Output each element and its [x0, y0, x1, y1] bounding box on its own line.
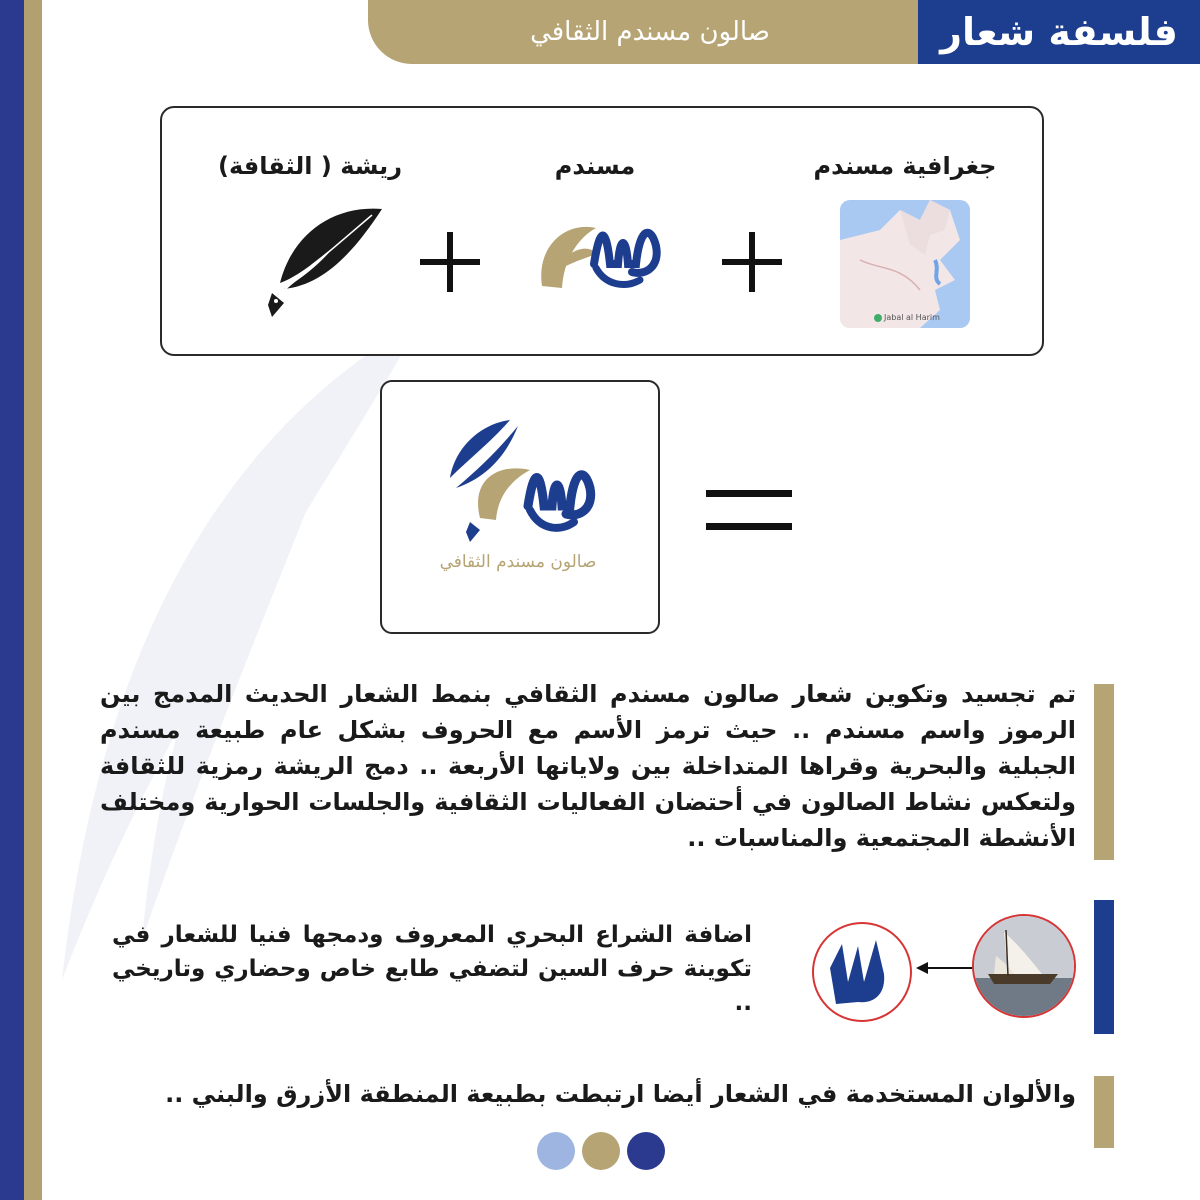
left-blue-bar	[0, 0, 24, 1200]
dhow-circle	[972, 914, 1076, 1018]
plus-icon	[722, 232, 782, 292]
equals-icon	[706, 490, 792, 530]
paragraph-bar-blue	[1094, 900, 1114, 1034]
arrow-left-icon	[914, 960, 974, 976]
feather-label: ريشة ( الثقافة)	[217, 152, 403, 180]
main-paragraph: تم تجسيد وتكوين شعار صالون مسندم الثقافي بنمط الشعار الحديث المدمج بين الرموز واسم مسندم .. حيث ترمز الأسم مع الحروف بشكل عام طبيعة مسندم الجبلية والبحرية وقراها المتداخلة بين ولاياتها الأربعة .. دمج الريشة رمزية للثقافة ولتعكس نشاط الصالون في أحتضان الفعاليات الثقافية والجلسات الحوارية ومختلف الأنشطة المجتمعية والمناسبات ..	[100, 680, 1076, 852]
paragraph-bar-gold-2	[1094, 1076, 1114, 1148]
header-title: فلسفة شعار	[940, 10, 1178, 54]
salon-logo-icon	[440, 418, 600, 548]
colors-paragraph: والألوان المستخدمة في الشعار أيضا ارتبطت بطبيعة المنطقة الأزرق والبني ..	[165, 1080, 1076, 1108]
sail-paragraph: اضافة الشراع البحري المعروف ودمجها فنيا للشعار في تكوينة حرف السين لتضفي طابع خاص وحضاري وتاريخي ..	[112, 922, 752, 1016]
name-label: مسندم	[554, 152, 636, 180]
feather-pen-icon	[262, 205, 387, 320]
color-dot-light-blue	[537, 1132, 575, 1170]
left-gold-bar	[24, 0, 42, 1200]
musandam-logo-icon	[536, 206, 676, 296]
map-caption: Jabal al Harim	[884, 313, 940, 322]
plus-icon	[420, 232, 480, 292]
header-subtitle: صالون مسندم الثقافي	[530, 17, 770, 47]
geography-label: جغرافية مسندم	[813, 152, 997, 180]
color-dot-gold	[582, 1132, 620, 1170]
paragraph-bar-gold	[1094, 684, 1114, 860]
sail-letter-circle	[812, 922, 912, 1022]
color-dot-dark-blue	[627, 1132, 665, 1170]
sail-letter-icon	[814, 924, 910, 1020]
musandam-map	[840, 200, 970, 328]
salon-logo-caption: صالون مسندم الثقافي	[439, 552, 597, 572]
dhow-ship-icon	[974, 916, 1074, 1016]
